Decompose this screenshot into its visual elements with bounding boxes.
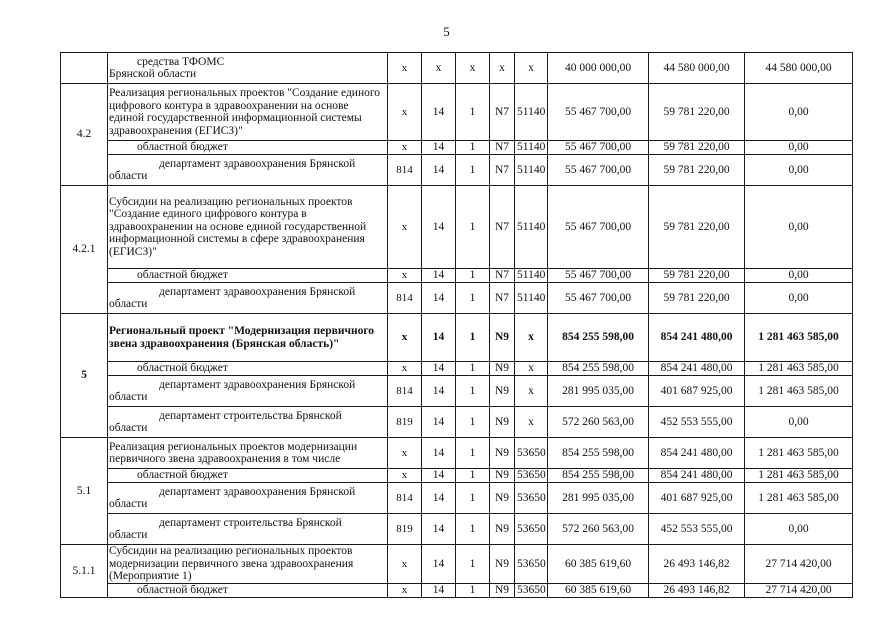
amount-year1: 854 255 598,00 <box>548 314 649 362</box>
amount-year3: 27 714 420,00 <box>745 584 853 598</box>
rz-cell: 14 <box>422 84 456 141</box>
pr-cell: 1 <box>456 376 490 407</box>
rz-cell: 14 <box>422 283 456 314</box>
table-row <box>61 84 853 141</box>
pr-cell: 1 <box>456 186 490 269</box>
rz-cell: x <box>422 53 456 84</box>
table-row <box>61 584 853 598</box>
item-name <box>108 53 388 84</box>
table-row <box>61 362 853 376</box>
ner-cell: x <box>515 407 548 438</box>
item-name <box>108 438 388 469</box>
amount-year1: 55 467 700,00 <box>548 155 649 186</box>
pr-cell: 1 <box>456 407 490 438</box>
table-row <box>61 283 853 314</box>
amount-year1: 281 995 035,00 <box>548 376 649 407</box>
amount-year1: 281 995 035,00 <box>548 483 649 514</box>
amount-year3: 0,00 <box>745 155 853 186</box>
amount-year1: 55 467 700,00 <box>548 84 649 141</box>
amount-year3: 0,00 <box>745 283 853 314</box>
item-name-line: департамент здравоохранения Брянской <box>159 157 356 170</box>
amount-year2: 26 493 146,82 <box>649 545 745 584</box>
table-row <box>61 155 853 186</box>
amount-year2: 854 241 480,00 <box>649 362 745 376</box>
row-number <box>61 53 108 84</box>
gr-cell: 814 <box>388 376 422 407</box>
gr-cell: x <box>388 314 422 362</box>
amount-year3: 1 281 463 585,00 <box>745 376 853 407</box>
item-name <box>108 483 388 514</box>
item-name-line: Реализация региональных проектов "Создание единого цифрового контура в здравоохранении на основе единой государственной информационной системы здравоохранения (ЕГИСЗ)" <box>109 87 381 137</box>
ner-cell: x <box>515 376 548 407</box>
table-row <box>61 545 853 584</box>
gr-cell: x <box>388 186 422 269</box>
ner-cell: 53650 <box>515 514 548 545</box>
item-name <box>108 407 388 438</box>
table-row <box>61 407 853 438</box>
cs-cell: N7 <box>490 155 515 186</box>
gr-cell: x <box>388 584 422 598</box>
cs-cell: N9 <box>490 584 515 598</box>
item-name-line: областной бюджет <box>137 469 228 482</box>
cs-cell: N9 <box>490 362 515 376</box>
table-row <box>61 269 853 283</box>
item-name <box>108 84 388 141</box>
item-name-line: департамент здравоохранения Брянской <box>159 285 356 298</box>
ner-cell: 51140 <box>515 141 548 155</box>
ner-cell: 51140 <box>515 84 548 141</box>
gr-cell: x <box>388 53 422 84</box>
amount-year1: 60 385 619,60 <box>548 545 649 584</box>
item-name <box>108 155 388 186</box>
amount-year1: 854 255 598,00 <box>548 469 649 483</box>
cs-cell: N9 <box>490 469 515 483</box>
ner-cell: x <box>515 314 548 362</box>
ner-cell: 51140 <box>515 155 548 186</box>
amount-year3: 0,00 <box>745 514 853 545</box>
rz-cell: 14 <box>422 438 456 469</box>
amount-year1: 55 467 700,00 <box>548 141 649 155</box>
amount-year3: 0,00 <box>745 141 853 155</box>
ner-cell: 51140 <box>515 269 548 283</box>
rz-cell: 14 <box>422 155 456 186</box>
amount-year2: 401 687 925,00 <box>649 376 745 407</box>
gr-cell: x <box>388 141 422 155</box>
table-row <box>61 314 853 362</box>
item-name-line: Субсидии на реализацию региональных проектов "Создание единого цифрового контура в здравоохранении на основе единой государственной информационной системы в сфере здравоохранения (ЕГИСЗ)" <box>109 195 367 258</box>
item-name-line: области <box>109 529 148 541</box>
amount-year2: 59 781 220,00 <box>649 186 745 269</box>
cs-cell: N7 <box>490 186 515 269</box>
item-name <box>108 141 388 155</box>
item-name-line: области <box>109 498 148 510</box>
gr-cell: x <box>388 362 422 376</box>
cs-cell: N7 <box>490 84 515 141</box>
pr-cell: 1 <box>456 84 490 141</box>
ner-cell: 53650 <box>515 469 548 483</box>
rz-cell: 14 <box>422 483 456 514</box>
gr-cell: 819 <box>388 514 422 545</box>
rz-cell: 14 <box>422 469 456 483</box>
table-row <box>61 186 853 269</box>
item-name <box>108 283 388 314</box>
item-name-line: Субсидии на реализацию региональных проектов модернизации первичного звена здравоохранения (Мероприятие 1) <box>109 545 354 583</box>
rz-cell: 14 <box>422 514 456 545</box>
amount-year3: 0,00 <box>745 84 853 141</box>
pr-cell: 1 <box>456 283 490 314</box>
amount-year2: 59 781 220,00 <box>649 269 745 283</box>
item-name-line: областной бюджет <box>137 141 228 154</box>
item-name-line: Реализация региональных проектов модернизации первичного звена здравоохранения в том числе <box>109 440 358 465</box>
cs-cell: N9 <box>490 376 515 407</box>
amount-year1: 55 467 700,00 <box>548 186 649 269</box>
budget-table <box>60 52 853 598</box>
pr-cell: 1 <box>456 314 490 362</box>
gr-cell: x <box>388 469 422 483</box>
rz-cell: 14 <box>422 376 456 407</box>
amount-year1: 55 467 700,00 <box>548 269 649 283</box>
pr-cell: x <box>456 53 490 84</box>
item-name <box>108 314 388 362</box>
item-name-line: департамент строительства Брянской <box>159 409 342 422</box>
cs-cell: N7 <box>490 269 515 283</box>
cs-cell: N9 <box>490 407 515 438</box>
rz-cell: 14 <box>422 584 456 598</box>
gr-cell: 814 <box>388 155 422 186</box>
item-name <box>108 362 388 376</box>
row-number: 5.1.1 <box>61 545 108 598</box>
cs-cell: N7 <box>490 283 515 314</box>
item-name-line: департамент строительства Брянской <box>159 516 342 529</box>
table-row <box>61 376 853 407</box>
page-number: 5 <box>443 24 450 39</box>
item-name-line: Региональный проект "Модернизация первичного звена здравоохранения (Брянская область)" <box>109 325 375 350</box>
amount-year3: 0,00 <box>745 186 853 269</box>
ner-cell: 53650 <box>515 545 548 584</box>
item-name-line: области <box>109 298 148 310</box>
amount-year1: 854 255 598,00 <box>548 438 649 469</box>
gr-cell: x <box>388 269 422 283</box>
item-name <box>108 584 388 598</box>
cs-cell: x <box>490 53 515 84</box>
amount-year2: 44 580 000,00 <box>649 53 745 84</box>
table-row <box>61 438 853 469</box>
item-name-line: средства ТФОМС <box>137 55 225 68</box>
item-name-line: областной бюджет <box>137 269 228 282</box>
pr-cell: 1 <box>456 469 490 483</box>
item-name <box>108 269 388 283</box>
pr-cell: 1 <box>456 155 490 186</box>
amount-year1: 40 000 000,00 <box>548 53 649 84</box>
row-number: 4.2.1 <box>61 186 108 314</box>
amount-year2: 854 241 480,00 <box>649 314 745 362</box>
pr-cell: 1 <box>456 545 490 584</box>
ner-cell: 51140 <box>515 186 548 269</box>
gr-cell: x <box>388 438 422 469</box>
rz-cell: 14 <box>422 545 456 584</box>
rz-cell: 14 <box>422 186 456 269</box>
cs-cell: N9 <box>490 483 515 514</box>
amount-year3: 1 281 463 585,00 <box>745 314 853 362</box>
amount-year2: 26 493 146,82 <box>649 584 745 598</box>
table-row <box>61 514 853 545</box>
rz-cell: 14 <box>422 362 456 376</box>
amount-year1: 60 385 619,60 <box>548 584 649 598</box>
amount-year2: 452 553 555,00 <box>649 407 745 438</box>
rz-cell: 14 <box>422 141 456 155</box>
amount-year2: 59 781 220,00 <box>649 84 745 141</box>
amount-year2: 59 781 220,00 <box>649 283 745 314</box>
ner-cell: 53650 <box>515 438 548 469</box>
pr-cell: 1 <box>456 438 490 469</box>
item-name <box>108 514 388 545</box>
cs-cell: N9 <box>490 438 515 469</box>
table-row <box>61 141 853 155</box>
amount-year2: 452 553 555,00 <box>649 514 745 545</box>
ner-cell: x <box>515 53 548 84</box>
gr-cell: 814 <box>388 283 422 314</box>
pr-cell: 1 <box>456 483 490 514</box>
pr-cell: 1 <box>456 584 490 598</box>
amount-year2: 854 241 480,00 <box>649 469 745 483</box>
ner-cell: 53650 <box>515 584 548 598</box>
pr-cell: 1 <box>456 362 490 376</box>
ner-cell: x <box>515 362 548 376</box>
amount-year3: 0,00 <box>745 269 853 283</box>
item-name-line: областной бюджет <box>137 362 228 375</box>
amount-year1: 572 260 563,00 <box>548 407 649 438</box>
item-name-line: области <box>109 391 148 403</box>
item-name-line: областной бюджет <box>137 584 228 597</box>
item-name <box>108 376 388 407</box>
pr-cell: 1 <box>456 269 490 283</box>
pr-cell: 1 <box>456 514 490 545</box>
ner-cell: 51140 <box>515 283 548 314</box>
table-row <box>61 53 853 84</box>
item-name <box>108 545 388 584</box>
item-name <box>108 186 388 269</box>
amount-year3: 1 281 463 585,00 <box>745 469 853 483</box>
item-name-line: департамент здравоохранения Брянской <box>159 485 356 498</box>
amount-year3: 0,00 <box>745 407 853 438</box>
cs-cell: N7 <box>490 141 515 155</box>
rz-cell: 14 <box>422 407 456 438</box>
amount-year3: 44 580 000,00 <box>745 53 853 84</box>
cs-cell: N9 <box>490 514 515 545</box>
item-name <box>108 469 388 483</box>
rz-cell: 14 <box>422 269 456 283</box>
amount-year2: 59 781 220,00 <box>649 141 745 155</box>
row-number: 4.2 <box>61 84 108 186</box>
table-row <box>61 469 853 483</box>
item-name-line: области <box>109 422 148 434</box>
cs-cell: N9 <box>490 545 515 584</box>
amount-year1: 55 467 700,00 <box>548 283 649 314</box>
item-name-line: Брянской области <box>109 68 197 80</box>
amount-year3: 1 281 463 585,00 <box>745 362 853 376</box>
amount-year3: 1 281 463 585,00 <box>745 438 853 469</box>
amount-year1: 572 260 563,00 <box>548 514 649 545</box>
table-row <box>61 483 853 514</box>
rz-cell: 14 <box>422 314 456 362</box>
amount-year3: 27 714 420,00 <box>745 545 853 584</box>
cs-cell: N9 <box>490 314 515 362</box>
row-number: 5 <box>61 314 108 438</box>
gr-cell: x <box>388 84 422 141</box>
gr-cell: x <box>388 545 422 584</box>
amount-year3: 1 281 463 585,00 <box>745 483 853 514</box>
gr-cell: 814 <box>388 483 422 514</box>
amount-year2: 854 241 480,00 <box>649 438 745 469</box>
row-number: 5.1 <box>61 438 108 545</box>
ner-cell: 53650 <box>515 483 548 514</box>
pr-cell: 1 <box>456 141 490 155</box>
item-name-line: департамент здравоохранения Брянской <box>159 378 356 391</box>
gr-cell: 819 <box>388 407 422 438</box>
amount-year2: 59 781 220,00 <box>649 155 745 186</box>
item-name-line: области <box>109 170 148 182</box>
amount-year2: 401 687 925,00 <box>649 483 745 514</box>
amount-year1: 854 255 598,00 <box>548 362 649 376</box>
